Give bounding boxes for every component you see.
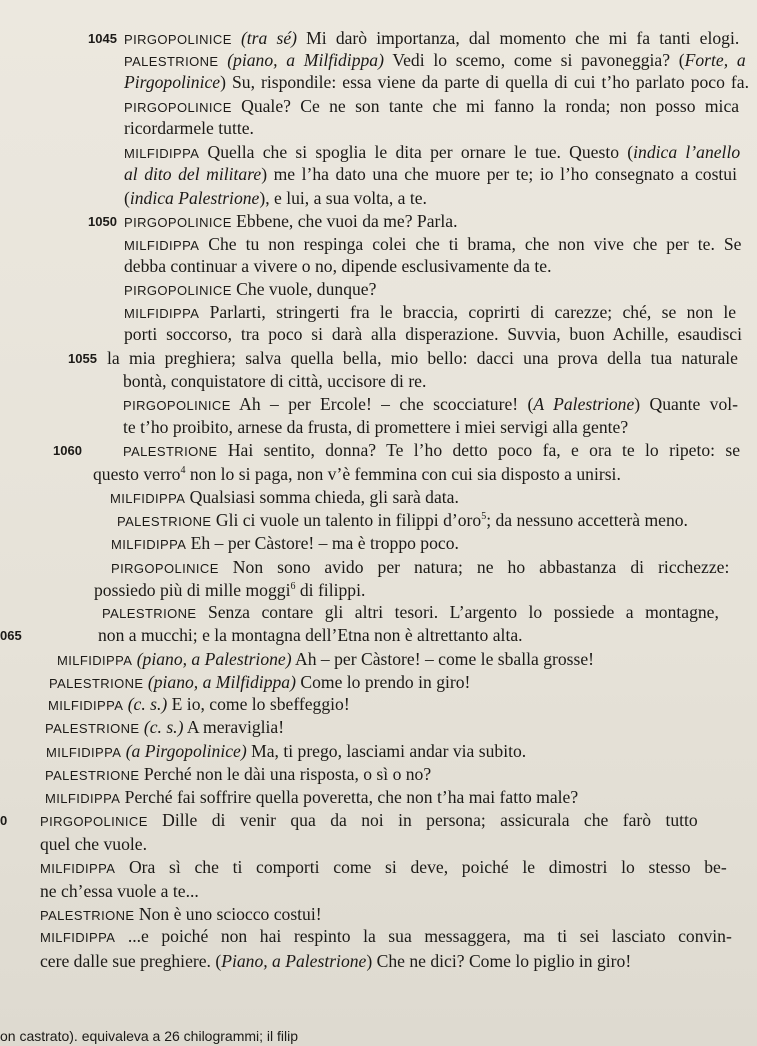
dialogue-text-span: la mia preghiera; salva quella bella, mio bello: dacci una prova della tua naturale xyxy=(107,348,738,368)
speaker-name: PIRGOPOLINICE xyxy=(124,100,232,115)
dialogue-text-span: debba continuar a vivere o no, dipende esclusivamente da te. xyxy=(124,256,552,276)
text-line xyxy=(40,857,727,879)
dialogue-text-span: Ebbene, che vuoi da me? Parla. xyxy=(231,211,458,231)
dialogue-text-span: di filippi. xyxy=(295,580,366,600)
text-line xyxy=(124,72,749,93)
text-line xyxy=(123,371,426,392)
dialogue-text-span: Quella che si spoglia le dita per ornare le tue. Questo ( xyxy=(199,142,634,162)
stage-direction: (tra sé) xyxy=(240,28,297,48)
speaker-name: PIRGOPOLINICE xyxy=(40,814,148,829)
text-line xyxy=(124,211,457,233)
text-line xyxy=(124,142,740,164)
text-line xyxy=(40,834,147,855)
dialogue-text-span: A meraviglia! xyxy=(183,717,285,737)
text-line xyxy=(46,741,526,763)
stage-direction: Piano, a Palestrione xyxy=(221,951,367,971)
dialogue-text-span: Eh – per Càstore! – ma è troppo poco. xyxy=(186,533,459,553)
text-line xyxy=(57,649,594,671)
text-line xyxy=(102,602,719,624)
text-line xyxy=(124,50,746,72)
dialogue-text-span: possiedo più di mille moggi xyxy=(94,580,291,600)
dialogue-text-span: Che vuole, dunque? xyxy=(231,279,377,299)
text-line xyxy=(40,881,199,902)
speaker-name: PIRGOPOLINICE xyxy=(124,32,232,47)
dialogue-text-span: Non sono avido per natura; ne ho abbastanza di ricchezze: xyxy=(218,557,730,577)
text-line xyxy=(124,234,741,256)
dialogue-text-span: ne ch’essa vuole a te... xyxy=(40,881,199,901)
text-line xyxy=(117,510,688,532)
dialogue-text-span: Ora sì che ti comporti come si deve, poiché le dimostri lo stesso be- xyxy=(115,857,727,877)
speaker-name: MILFIDIPPA xyxy=(111,537,187,552)
speaker-name: MILFIDIPPA xyxy=(40,861,116,876)
text-line xyxy=(107,348,738,369)
dialogue-text-span: Come lo prendo in giro! xyxy=(295,672,471,692)
dialogue-text-span: non a mucchi; e la montagna dell’Etna non è altrettanto alta. xyxy=(98,625,523,645)
speaker-name: PIRGOPOLINICE xyxy=(111,561,219,576)
stage-direction: (piano, a Milfidippa) xyxy=(147,672,296,692)
line-number: 1055 xyxy=(68,351,97,366)
line-number: 0 xyxy=(0,813,8,828)
dialogue-text-span: ...e poiché non hai respinto la sua messaggera, ma ti sei lasciato convin- xyxy=(115,926,732,946)
line-number: 1050 xyxy=(88,214,117,229)
dialogue-text-span: Ah – per Ercole! – che scocciature! ( xyxy=(230,394,534,414)
text-line xyxy=(45,717,284,739)
dialogue-text-span: Senza contare gli altri tesori. L’argento lo possiede a montagne, xyxy=(196,602,719,622)
text-line xyxy=(124,302,736,324)
text-line xyxy=(94,580,365,601)
dialogue-text-span: Perché fai soffrire quella poveretta, che non t’ha mai fatto male? xyxy=(120,787,579,807)
dialogue-text-span: Gli ci vuole un talento in filippi d’oro xyxy=(211,510,482,530)
speaker-name: PIRGOPOLINICE xyxy=(124,215,232,230)
dialogue-text-span: cere dalle sue preghiere. ( xyxy=(40,951,222,971)
dialogue-text-span: Quale? Ce ne son tante che mi fanno la ronda; non posso mica xyxy=(231,96,740,116)
footnote-marker: 4 xyxy=(180,465,186,477)
dialogue-text-span: Hai sentito, donna? Te l’ho detto poco fa, e ora te lo ripeto: se xyxy=(217,440,741,460)
dialogue-text-span: Parlarti, stringerti fra le braccia, coprirti di carezze; ché, se non le xyxy=(199,302,737,322)
text-line xyxy=(124,164,737,185)
text-line xyxy=(40,926,732,948)
line-number: 1045 xyxy=(88,31,117,46)
stage-direction: indica Palestrione xyxy=(129,188,260,208)
text-line xyxy=(111,533,459,555)
stage-direction: indica l’anello xyxy=(633,142,741,162)
stage-direction: (c. s.) xyxy=(143,717,184,737)
speaker-name: PALESTRIONE xyxy=(45,721,140,736)
speaker-name: MILFIDIPPA xyxy=(57,653,133,668)
text-line xyxy=(124,256,551,277)
dialogue-text-span: Dille di venir qua da noi in persona; assicurala che farò tutto xyxy=(147,810,698,830)
text-line xyxy=(45,764,431,786)
line-number: 065 xyxy=(0,628,22,643)
speaker-name: PALESTRIONE xyxy=(124,54,219,69)
dialogue-text-span: Perché non le dài una risposta, o sì o no? xyxy=(139,764,432,784)
dialogue-text-span: Ah – per Càstore! – come le sballa grosse! xyxy=(291,649,595,669)
footnote-marker: 5 xyxy=(481,511,487,523)
dialogue-text-span: Qualsiasi somma chieda, gli sarà data. xyxy=(185,487,459,507)
dialogue-text-span: ) Quante vol- xyxy=(634,394,739,414)
dialogue-text-span: Ma, ti prego, lasciami andar via subito. xyxy=(246,741,527,761)
text-line xyxy=(48,694,350,716)
dialogue-text-span: ) Che ne dici? Come lo piglio in giro! xyxy=(366,951,632,971)
text-line xyxy=(40,810,698,832)
speaker-name: PALESTRIONE xyxy=(49,676,144,691)
text-line xyxy=(93,464,621,485)
dialogue-text-span xyxy=(232,28,241,48)
speaker-name: PIRGOPOLINICE xyxy=(123,398,231,413)
footnote-marker: 6 xyxy=(290,581,296,593)
stage-direction: Pirgopolinice xyxy=(124,72,221,92)
stage-direction: (piano, a Milfidippa) xyxy=(227,50,384,70)
dialogue-text-span: ) Su, rispondile: essa viene da parte di quella di cui t’ho parlato poco fa. xyxy=(220,72,749,92)
dialogue-text-span: te t’ho proibito, arnese da frusta, di promettere i miei servigi alla gente? xyxy=(123,417,629,437)
text-line xyxy=(124,118,254,139)
speaker-name: PIRGOPOLINICE xyxy=(124,283,232,298)
speaker-name: MILFIDIPPA xyxy=(40,930,116,945)
speaker-name: PALESTRIONE xyxy=(40,908,135,923)
text-line xyxy=(123,417,628,438)
stage-direction: (a Pirgopolinice) xyxy=(125,741,247,761)
stage-direction: (c. s.) xyxy=(127,694,168,714)
speaker-name: PALESTRIONE xyxy=(102,606,197,621)
dialogue-text-span: Che tu non respinga colei che ti brama, che non vive che per te. Se xyxy=(199,234,742,254)
dialogue-text-span: non lo si paga, non v’è femmina con cui sia disposto a unirsi. xyxy=(185,464,621,484)
speaker-name: MILFIDIPPA xyxy=(46,745,122,760)
dialogue-text-span: porti soccorso, tra poco si darà alla disperazione. Suvvia, buon Achille, esaudisci xyxy=(124,324,742,344)
stage-direction: al dito del militare xyxy=(124,164,262,184)
text-line xyxy=(124,28,739,50)
dialogue-text-span: ), e lui, a sua volta, a te. xyxy=(259,188,427,208)
text-line xyxy=(40,951,631,972)
dialogue-text-span: ) me l’ha dato una che muore per te; io l’ho consegnato a costui xyxy=(261,164,737,184)
stage-direction: A Palestrione xyxy=(533,394,635,414)
text-line xyxy=(124,324,742,345)
dialogue-text-span: quel che vuole. xyxy=(40,834,147,854)
text-line xyxy=(123,440,740,462)
stage-direction: (piano, a Palestrione) xyxy=(136,649,292,669)
text-line xyxy=(124,279,376,301)
text-line xyxy=(49,672,470,694)
dialogue-text-span xyxy=(218,50,227,70)
dialogue-text-span: E io, come lo sbeffeggio! xyxy=(167,694,350,714)
text-line xyxy=(98,625,523,646)
text-line xyxy=(123,394,738,416)
text-line xyxy=(124,188,427,209)
dialogue-text-span: ricordarmele tutte. xyxy=(124,118,254,138)
speaker-name: PALESTRIONE xyxy=(123,444,218,459)
dialogue-text-span: Non è uno sciocco costui! xyxy=(134,904,322,924)
dialogue-text-span: ( xyxy=(124,188,130,208)
footnote-text: on castrato). equivaleva a 26 chilogrammi; il filip xyxy=(0,1028,299,1044)
speaker-name: PALESTRIONE xyxy=(117,514,212,529)
text-line xyxy=(40,904,322,926)
dialogue-text-span: Vedi lo scemo, come si pavoneggia? ( xyxy=(383,50,685,70)
line-number: 1060 xyxy=(53,443,82,458)
speaker-name: MILFIDIPPA xyxy=(110,491,186,506)
speaker-name: MILFIDIPPA xyxy=(48,698,124,713)
stage-direction: Forte, a xyxy=(684,50,746,70)
dialogue-text-span: ; da nessuno accetterà meno. xyxy=(486,510,688,530)
speaker-name: MILFIDIPPA xyxy=(45,791,121,806)
speaker-name: MILFIDIPPA xyxy=(124,306,200,321)
speaker-name: MILFIDIPPA xyxy=(124,238,200,253)
speaker-name: MILFIDIPPA xyxy=(124,146,200,161)
text-line xyxy=(45,787,578,809)
dialogue-text-span: Mi darò importanza, dal momento che mi fa tanti elogi. xyxy=(297,28,740,48)
text-line xyxy=(110,487,459,509)
dialogue-text-span: questo verro xyxy=(93,464,181,484)
text-line xyxy=(124,96,739,118)
dialogue-text-span: bontà, conquistatore di città, uccisore di re. xyxy=(123,371,427,391)
text-line xyxy=(111,557,729,579)
speaker-name: PALESTRIONE xyxy=(45,768,140,783)
